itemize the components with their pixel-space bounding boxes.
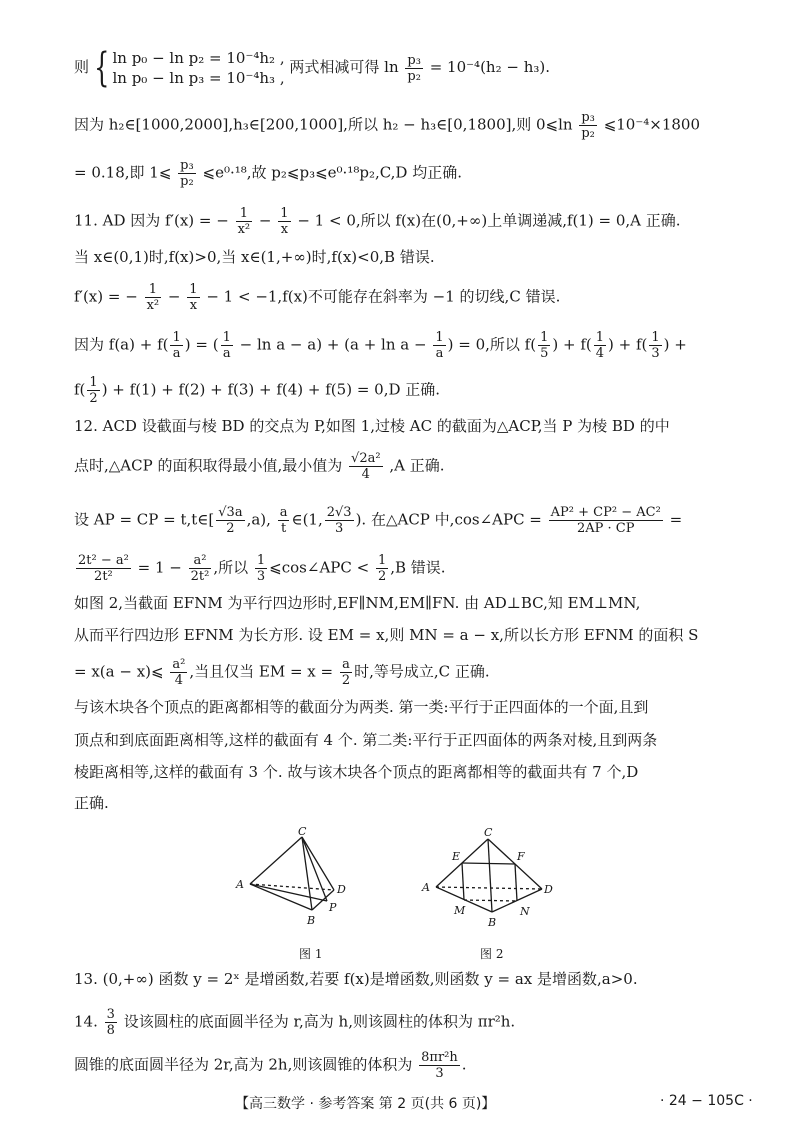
- fraction: $\frac{1}{2}$: [89, 375, 98, 406]
- text: ) + f(: [552, 335, 592, 354]
- text: 顶点和到底面距离相等,这样的截面有 4 个. 第二类:平行于正四面体的两条对棱,且到两条: [74, 731, 658, 749]
- text: 当 x∈(0,1)时,f(x)>0,当 x∈(1,+∞)时,f(x)<0,B 错误.: [74, 248, 435, 266]
- fraction: $\frac{1}{x}$: [280, 206, 289, 237]
- fraction: $\frac{1}{\text{x²}}$: [237, 206, 251, 237]
- text: 14.: [74, 1012, 98, 1031]
- text: ,当且仅当 EM = x =: [189, 662, 334, 681]
- edge-AD-hidden: [436, 887, 542, 889]
- label-M: M: [454, 904, 466, 917]
- text: 12. ACD 设截面与棱 BD 的交点为 P,如图 1,过棱 AC 的截面为△ACP,当 P 为棱 BD 的中: [74, 417, 670, 435]
- label-N: N: [520, 905, 530, 918]
- text: f(: [74, 380, 86, 399]
- equation-row: ln p₀ − ln p₂ = 10⁻⁴h₂ ,: [112, 49, 285, 67]
- fraction: $\frac{1}{2}$: [377, 553, 387, 584]
- text: − ln a − a) + (a + ln a −: [239, 335, 427, 354]
- edge-EF: [462, 863, 515, 864]
- fraction: $\frac{1}{3}$: [651, 330, 660, 361]
- text: = x(a − x)⩽: [74, 662, 164, 681]
- line-19: [74, 793, 109, 813]
- line-5: [74, 247, 435, 267]
- fraction: $\frac{\text{√2a²}}{4}$: [351, 451, 381, 482]
- label-P: P: [329, 901, 337, 914]
- text: ,A 正确.: [389, 456, 445, 475]
- line-21: [74, 1007, 515, 1038]
- text: ⩽10⁻⁴×1800: [603, 115, 701, 134]
- line-14: [74, 625, 698, 645]
- text: = 1 −: [137, 558, 182, 577]
- label-D: D: [544, 883, 553, 896]
- text: −: [258, 211, 272, 230]
- figure-1-caption: 图 1: [299, 947, 323, 961]
- fraction: $\frac{3}{8}$: [106, 1007, 115, 1038]
- figure-2-tetrahedron: [420, 827, 560, 942]
- line-13: [74, 593, 640, 613]
- label-E: E: [452, 850, 461, 863]
- text: f′(x) = −: [74, 287, 138, 306]
- line-10: [74, 451, 444, 482]
- text: = 10⁻⁴(h₂ − h₃).: [429, 58, 550, 76]
- fraction: $\frac{\text{p₃}}{\text{p₂}}$: [407, 52, 421, 84]
- text: 与该木块各个顶点的距离都相等的截面分为两类. 第一类:平行于正四面体的一个面,且到: [74, 698, 649, 716]
- fraction: $\frac{2√3}{3}$: [326, 505, 352, 536]
- fraction: $\frac{1}{\text{x²}}$: [146, 282, 160, 313]
- text: =: [669, 510, 683, 529]
- fraction: $\frac{\text{2t² − a²}}{\text{2t²}}$: [78, 553, 129, 584]
- fraction: $\frac{1}{5}$: [540, 330, 549, 361]
- text: 时,等号成立,C 正确.: [354, 662, 490, 681]
- text: ) + f(: [608, 335, 648, 354]
- text: ⩽e⁰·¹⁸,故 p₂⩽p₃⩽e⁰·¹⁸p₂,C,D 均正确.: [202, 163, 462, 182]
- line-12: [74, 553, 446, 584]
- text: ⩽cos∠APC <: [269, 558, 370, 577]
- fraction: $\frac{1}{a}$: [435, 330, 444, 361]
- text: 因为 h₂∈[1000,2000],h₃∈[200,1000],所以 h₂ − h₃∈[0,1800],则 0⩽ln: [74, 115, 573, 134]
- line-6: [74, 282, 560, 313]
- fraction: $\frac{1}{4}$: [595, 330, 605, 361]
- fraction: $\frac{√3a}{2}$: [218, 505, 243, 536]
- label-D: D: [337, 883, 346, 896]
- text: ∈(1,: [291, 510, 323, 529]
- text: 设该圆柱的底面圆半径为 r,高为 h,则该圆柱的体积为 πr²h.: [123, 1012, 516, 1031]
- fraction: $\frac{1}{3}$: [256, 553, 266, 584]
- fraction: $\frac{\text{8πr²h}}{3}$: [421, 1050, 458, 1081]
- fraction: $\frac{a}{2}$: [341, 657, 351, 688]
- equation-row: ln p₀ − ln p₃ = 10⁻⁴h₃ ,: [112, 69, 285, 87]
- figure-1-tetrahedron: [232, 827, 362, 942]
- footer-page-info: 【高三数学 · 参考答案 第 2 页(共 6 页)】: [235, 1096, 496, 1112]
- edge-MN-hidden: [464, 900, 517, 901]
- edge-CA: [250, 837, 302, 884]
- fraction: $\frac{\text{a²}}{4}$: [172, 657, 186, 688]
- brace-symbol: {: [94, 45, 110, 91]
- fraction: $\frac{\text{p₃}}{\text{p₂}}$: [581, 110, 595, 141]
- line-16: [74, 697, 648, 717]
- text: 点时,△ACP 的面积取得最小值,最小值为: [74, 456, 343, 475]
- text: ,a),: [246, 510, 271, 529]
- label-B: B: [307, 914, 316, 927]
- edge-AB: [250, 884, 312, 910]
- figure-2-caption: 图 2: [480, 947, 504, 961]
- text: ,所以: [213, 558, 249, 577]
- line-3: [74, 158, 462, 189]
- line-8: [74, 375, 440, 406]
- line-11: [74, 505, 682, 536]
- text: ) = (: [184, 335, 219, 354]
- label-B: B: [488, 916, 497, 929]
- text: 因为 f(a) + f(: [74, 335, 169, 354]
- text: −: [167, 287, 181, 306]
- fraction: $\frac{a}{t}$: [279, 505, 288, 536]
- text: ,B 错误.: [390, 558, 446, 577]
- text: 棱距离相等,这样的截面有 3 个. 故与该木块各个顶点的距离都相等的截面共有 7 个,D: [74, 763, 639, 781]
- line-18: [74, 762, 638, 782]
- line-7: [74, 330, 687, 361]
- edge-CD: [302, 837, 334, 890]
- text: .: [461, 1055, 467, 1074]
- edge-CB: [302, 837, 312, 910]
- equation-system: [112, 48, 284, 88]
- label-C: C: [484, 827, 493, 839]
- label-C: C: [298, 827, 307, 838]
- text: 设 AP = CP = t,t∈[: [74, 510, 215, 529]
- fraction: $\frac{1}{x}$: [189, 282, 198, 313]
- line-2: [74, 110, 700, 141]
- fraction: $\frac{1}{a}$: [222, 330, 231, 361]
- text: ) +: [663, 335, 687, 354]
- text: ) = 0,所以 f(: [447, 335, 537, 354]
- edge-FN: [515, 864, 517, 901]
- text: 13. (0,+∞) 函数 y = 2ˣ 是增函数,若要 f(x)是增函数,则函数 y = ax 是增函数,a>0.: [74, 970, 638, 988]
- line-22: [74, 1050, 467, 1081]
- footer-code: · 24 − 105C ·: [660, 1093, 753, 1109]
- line-4: [74, 206, 681, 237]
- text: ) + f(1) + f(2) + f(3) + f(4) + f(5) = 0,D 正确.: [101, 380, 441, 399]
- fraction: $\frac{\text{a²}}{\text{2t²}}$: [190, 553, 210, 584]
- line-system: [74, 45, 550, 91]
- label-F: F: [517, 850, 525, 863]
- text: − 1 < 0,所以 f(x)在(0,+∞)上单调递减,f(1) = 0,A 正确.: [297, 211, 681, 230]
- fraction: $\frac{1}{a}$: [172, 330, 181, 361]
- text: 圆锥的底面圆半径为 2r,高为 2h,则该圆锥的体积为: [74, 1055, 413, 1074]
- text: 11. AD 因为 f′(x) = −: [74, 211, 229, 230]
- text: 从而平行四边形 EFNM 为长方形. 设 EM = x,则 MN = a − x,所以长方形 EFNM 的面积 S: [74, 626, 699, 644]
- line-15: [74, 657, 490, 688]
- line-20: [74, 969, 638, 989]
- fraction: $\frac{\text{AP² + CP² − AC²}}{2AP \cdot CP}$: [550, 505, 661, 536]
- fraction: $\frac{\text{p₃}}{\text{p₂}}$: [180, 158, 194, 189]
- text: 如图 2,当截面 EFNM 为平行四边形时,EF∥NM,EM∥FN. 由 AD⊥BC,知 EM⊥MN,: [74, 594, 641, 612]
- label-A: A: [422, 881, 430, 894]
- line-9: [74, 416, 670, 436]
- text: 正确.: [74, 794, 109, 812]
- text: ). 在△ACP 中,cos∠APC =: [355, 510, 542, 529]
- text: = 0.18,即 1⩽: [74, 163, 172, 182]
- label-A: A: [236, 878, 244, 891]
- text: − 1 < −1,f(x)不可能存在斜率为 −1 的切线,C 错误.: [206, 287, 561, 306]
- text: 两式相减可得 ln: [289, 58, 399, 76]
- edge-EM: [462, 863, 464, 900]
- line-17: [74, 730, 657, 750]
- text: 则: [74, 58, 90, 76]
